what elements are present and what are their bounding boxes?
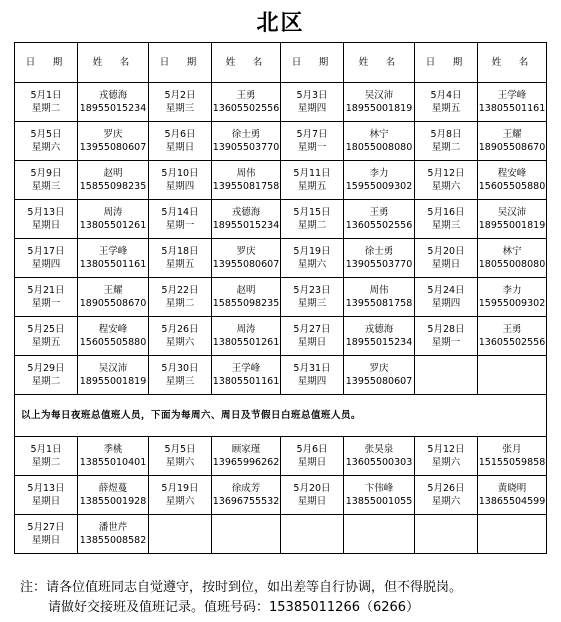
- duty-phone: 13605502556: [345, 220, 413, 231]
- duty-person-name: 赵明: [236, 285, 256, 296]
- duty-date: 5月1日: [30, 90, 62, 101]
- duty-weekday: 星期六: [165, 337, 195, 348]
- duty-name-cell: [344, 122, 415, 161]
- duty-name-cell: [212, 239, 281, 278]
- duty-date: 5月12日: [427, 444, 465, 455]
- duty-phone: 13696755532: [212, 496, 280, 507]
- duty-weekday: 星期六: [31, 142, 61, 153]
- duty-name-cell: [212, 515, 281, 554]
- duty-date-cell: [415, 356, 478, 395]
- duty-date-cell: [149, 83, 212, 122]
- night-duty-row: [15, 83, 547, 122]
- duty-name-cell: [212, 317, 281, 356]
- duty-weekday: 星期三: [31, 181, 61, 192]
- duty-phone: 13905503770: [212, 142, 280, 153]
- duty-name-cell: [212, 476, 281, 515]
- duty-date-cell: [149, 122, 212, 161]
- duty-person-name: 戎德海: [364, 324, 394, 335]
- duty-weekday: 星期三: [165, 103, 195, 114]
- duty-date-cell: [415, 200, 478, 239]
- duty-phone: 13605502556: [212, 103, 280, 114]
- duty-phone: 13905503770: [345, 259, 413, 270]
- duty-phone: 18055008080: [478, 259, 546, 270]
- duty-weekday: 星期六: [431, 181, 461, 192]
- duty-phone: 18955001819: [79, 376, 147, 387]
- duty-date: 5月8日: [430, 129, 462, 140]
- duty-phone: 15155059858: [478, 457, 546, 468]
- duty-phone: 18955015234: [79, 103, 147, 114]
- duty-person-name: 王勇: [502, 324, 522, 335]
- duty-weekday: 星期日: [31, 220, 61, 231]
- footer-line-2: 请做好交接班及值班记录。值班号码：15385011266（6266）: [48, 600, 420, 615]
- duty-date-cell: [281, 239, 344, 278]
- duty-date: 5月23日: [293, 285, 331, 296]
- duty-person-name: 戎德海: [231, 207, 261, 218]
- duty-phone: 13805501161: [79, 259, 147, 270]
- duty-phone: 13805501261: [212, 337, 280, 348]
- duty-person-name: 赵明: [103, 168, 123, 179]
- duty-person-name: 徐成芳: [231, 483, 261, 494]
- duty-date: 5月3日: [296, 90, 328, 101]
- duty-person-name: 黄晓明: [497, 483, 527, 494]
- duty-name-cell: [344, 161, 415, 200]
- duty-phone: 18955015234: [345, 337, 413, 348]
- duty-date: 5月19日: [161, 483, 199, 494]
- duty-person-name: 罗庆: [103, 129, 123, 140]
- duty-date-cell: [281, 317, 344, 356]
- header-row: [15, 43, 547, 83]
- header-date-2: 日 期: [149, 43, 212, 83]
- duty-weekday: 星期五: [297, 181, 327, 192]
- duty-weekday: 星期日: [297, 337, 327, 348]
- duty-date-cell: [149, 278, 212, 317]
- duty-name-cell: [212, 278, 281, 317]
- duty-name-cell: [212, 83, 281, 122]
- duty-weekday: 星期二: [165, 298, 195, 309]
- duty-weekday: 星期四: [165, 181, 195, 192]
- duty-weekday: 星期五: [165, 259, 195, 270]
- duty-date: 5月27日: [293, 324, 331, 335]
- duty-date: 5月6日: [164, 129, 196, 140]
- night-duty-row: [15, 239, 547, 278]
- night-duty-row: [15, 122, 547, 161]
- duty-date: 5月18日: [161, 246, 199, 257]
- duty-name-cell: [212, 356, 281, 395]
- duty-phone: 13965996262: [212, 457, 280, 468]
- duty-person-name: 吴汉沛: [364, 90, 394, 101]
- duty-phone: 13855001055: [345, 496, 413, 507]
- duty-weekday: 星期三: [297, 298, 327, 309]
- duty-phone: 13955080607: [212, 259, 280, 270]
- duty-weekday: 星期六: [431, 457, 461, 468]
- separator-note: 以上为每日夜班总值班人员，下面为每周六、周日及节假日白班总值班人员。: [15, 395, 547, 437]
- duty-person-name: 王学峰: [497, 90, 527, 101]
- duty-phone: 15605505880: [79, 337, 147, 348]
- duty-date-cell: [15, 437, 78, 476]
- duty-date-cell: [149, 200, 212, 239]
- duty-phone: 13805501161: [212, 376, 280, 387]
- duty-weekday: 星期二: [431, 142, 461, 153]
- night-duty-row: [15, 278, 547, 317]
- duty-name-cell: [344, 356, 415, 395]
- duty-date: 5月9日: [30, 168, 62, 179]
- duty-name-cell: [78, 278, 149, 317]
- duty-person-name: 顾家瑾: [231, 444, 261, 455]
- duty-date-cell: [415, 278, 478, 317]
- duty-date: 5月20日: [427, 246, 465, 257]
- duty-date-cell: [281, 437, 344, 476]
- duty-date-cell: [281, 515, 344, 554]
- duty-date-cell: [15, 515, 78, 554]
- duty-person-name: 吴汉沛: [98, 363, 128, 374]
- duty-name-cell: [478, 83, 547, 122]
- duty-date: 5月29日: [27, 363, 65, 374]
- duty-phone: 15955009302: [478, 298, 546, 309]
- duty-weekday: 星期日: [297, 457, 327, 468]
- duty-name-cell: [478, 515, 547, 554]
- duty-date: 5月13日: [27, 483, 65, 494]
- duty-date: 5月17日: [27, 246, 65, 257]
- duty-date-cell: [415, 239, 478, 278]
- duty-weekday: 星期四: [431, 298, 461, 309]
- duty-person-name: 程安峰: [497, 168, 527, 179]
- duty-date-cell: [281, 476, 344, 515]
- duty-weekday: 星期四: [297, 103, 327, 114]
- duty-name-cell: [78, 437, 149, 476]
- duty-phone: 13955080607: [79, 142, 147, 153]
- duty-name-cell: [212, 200, 281, 239]
- duty-date: 5月25日: [27, 324, 65, 335]
- duty-name-cell: [78, 83, 149, 122]
- duty-person-name: 薛煜蔓: [98, 483, 128, 494]
- duty-date-cell: [15, 476, 78, 515]
- duty-date-cell: [15, 356, 78, 395]
- duty-weekday: 星期日: [31, 496, 61, 507]
- duty-date: 5月5日: [30, 129, 62, 140]
- duty-weekday: 星期一: [297, 142, 327, 153]
- duty-weekday: 星期六: [297, 259, 327, 270]
- header-name-2: 姓 名: [212, 43, 281, 83]
- duty-person-name: 王勇: [236, 90, 256, 101]
- duty-person-name: 王学峰: [231, 363, 261, 374]
- duty-person-name: 卞伟峰: [364, 483, 394, 494]
- duty-weekday: 星期六: [431, 496, 461, 507]
- duty-phone: 13605502556: [478, 337, 546, 348]
- duty-weekday: 星期二: [297, 220, 327, 231]
- duty-date: 5月12日: [427, 168, 465, 179]
- duty-weekday: 星期六: [165, 457, 195, 468]
- duty-person-name: 徐士勇: [231, 129, 261, 140]
- duty-phone: 13955081758: [345, 298, 413, 309]
- duty-weekday: 星期五: [431, 103, 461, 114]
- duty-person-name: 吴汉沛: [497, 207, 527, 218]
- duty-date: 5月1日: [30, 444, 62, 455]
- duty-person-name: 周伟: [369, 285, 389, 296]
- duty-name-cell: [478, 122, 547, 161]
- duty-date: 5月11日: [293, 168, 331, 179]
- duty-name-cell: [78, 122, 149, 161]
- duty-person-name: 李力: [369, 168, 389, 179]
- duty-name-cell: [212, 437, 281, 476]
- duty-date-cell: [415, 317, 478, 356]
- duty-date: 5月14日: [161, 207, 199, 218]
- duty-date-cell: [281, 356, 344, 395]
- duty-date-cell: [415, 437, 478, 476]
- duty-weekday: 星期日: [31, 535, 61, 546]
- duty-date-cell: [15, 200, 78, 239]
- duty-name-cell: [478, 476, 547, 515]
- footer-notice: [20, 578, 550, 618]
- duty-weekday: 星期五: [31, 337, 61, 348]
- duty-person-name: 程安峰: [98, 324, 128, 335]
- duty-date-cell: [15, 122, 78, 161]
- duty-name-cell: [78, 317, 149, 356]
- duty-date-cell: [15, 278, 78, 317]
- duty-person-name: 王勇: [369, 207, 389, 218]
- duty-weekday: 星期日: [431, 259, 461, 270]
- duty-weekday: 星期三: [165, 376, 195, 387]
- duty-person-name: 王学峰: [98, 246, 128, 257]
- duty-weekday: 星期一: [31, 298, 61, 309]
- duty-weekday: 星期二: [31, 457, 61, 468]
- duty-date: 5月24日: [427, 285, 465, 296]
- night-duty-row: [15, 161, 547, 200]
- duty-name-cell: [78, 515, 149, 554]
- duty-date: 5月19日: [293, 246, 331, 257]
- header-date-3: 日 期: [281, 43, 344, 83]
- duty-person-name: 林宁: [502, 246, 522, 257]
- duty-roster-table: [14, 42, 547, 554]
- duty-date-cell: [149, 476, 212, 515]
- page-title: 北区: [256, 11, 305, 36]
- duty-phone: 13865504599: [478, 496, 546, 507]
- duty-person-name: 季桃: [103, 444, 123, 455]
- duty-date-cell: [415, 122, 478, 161]
- duty-phone: 15955009302: [345, 181, 413, 192]
- duty-date: 5月21日: [27, 285, 65, 296]
- duty-person-name: 张昊泉: [364, 444, 394, 455]
- duty-phone: 13805501261: [79, 220, 147, 231]
- duty-phone: 15855098235: [212, 298, 280, 309]
- duty-date: 5月28日: [427, 324, 465, 335]
- duty-person-name: 李力: [502, 285, 522, 296]
- footer-line-1: 注：请各位值班同志自觉遵守，按时到位，如出差等自行协调，但不得脱岗。: [20, 580, 463, 595]
- duty-date: 5月16日: [427, 207, 465, 218]
- duty-date: 5月20日: [293, 483, 331, 494]
- duty-person-name: 戎德海: [98, 90, 128, 101]
- duty-phone: 13955080607: [345, 376, 413, 387]
- header-date-1: 日 期: [15, 43, 78, 83]
- duty-date-cell: [149, 161, 212, 200]
- duty-phone: 13855008582: [79, 535, 147, 546]
- duty-name-cell: [344, 200, 415, 239]
- duty-name-cell: [78, 161, 149, 200]
- night-duty-row: [15, 356, 547, 395]
- day-duty-row: [15, 437, 547, 476]
- duty-person-name: 罗庆: [236, 246, 256, 257]
- duty-date-cell: [281, 278, 344, 317]
- duty-date-cell: [149, 515, 212, 554]
- duty-person-name: 周伟: [236, 168, 256, 179]
- duty-person-name: 林宁: [369, 129, 389, 140]
- duty-name-cell: [344, 437, 415, 476]
- header-date-4: 日 期: [415, 43, 478, 83]
- duty-date: 5月30日: [161, 363, 199, 374]
- duty-name-cell: [478, 200, 547, 239]
- night-duty-row: [15, 200, 547, 239]
- duty-name-cell: [212, 122, 281, 161]
- duty-date: 5月4日: [430, 90, 462, 101]
- duty-name-cell: [78, 200, 149, 239]
- duty-weekday: 星期一: [431, 337, 461, 348]
- duty-person-name: 潘世芹: [98, 522, 128, 533]
- duty-weekday: 星期二: [31, 103, 61, 114]
- duty-date-cell: [281, 83, 344, 122]
- duty-phone: 13855010401: [79, 457, 147, 468]
- duty-weekday: 星期四: [297, 376, 327, 387]
- duty-phone: 18955001819: [478, 220, 546, 231]
- duty-date-cell: [149, 356, 212, 395]
- duty-name-cell: [78, 356, 149, 395]
- duty-date-cell: [281, 161, 344, 200]
- duty-date-cell: [149, 437, 212, 476]
- duty-date-cell: [149, 239, 212, 278]
- duty-name-cell: [478, 278, 547, 317]
- duty-person-name: 罗庆: [369, 363, 389, 374]
- duty-phone: 15605505880: [478, 181, 546, 192]
- duty-person-name: 徐士勇: [364, 246, 394, 257]
- duty-name-cell: [78, 476, 149, 515]
- duty-phone: 18955015234: [212, 220, 280, 231]
- duty-name-cell: [478, 356, 547, 395]
- duty-name-cell: [212, 161, 281, 200]
- duty-phone: 13605500303: [345, 457, 413, 468]
- duty-name-cell: [344, 317, 415, 356]
- duty-name-cell: [344, 278, 415, 317]
- duty-phone: 13955081758: [212, 181, 280, 192]
- duty-date-cell: [15, 317, 78, 356]
- duty-phone: 18955001819: [345, 103, 413, 114]
- duty-date-cell: [415, 161, 478, 200]
- duty-person-name: 王耀: [502, 129, 522, 140]
- duty-person-name: 周涛: [236, 324, 256, 335]
- duty-name-cell: [478, 437, 547, 476]
- duty-weekday: 星期二: [31, 376, 61, 387]
- day-duty-row: [15, 515, 547, 554]
- header-name-1: 姓 名: [78, 43, 149, 83]
- duty-weekday: 星期三: [431, 220, 461, 231]
- duty-name-cell: [478, 161, 547, 200]
- duty-date: 5月15日: [293, 207, 331, 218]
- duty-phone: 18055008080: [345, 142, 413, 153]
- duty-phone: 13805501161: [478, 103, 546, 114]
- duty-name-cell: [478, 239, 547, 278]
- duty-date-cell: [281, 122, 344, 161]
- duty-phone: 18905508670: [79, 298, 147, 309]
- duty-person-name: 张月: [502, 444, 522, 455]
- duty-date: 5月13日: [27, 207, 65, 218]
- duty-date-cell: [281, 200, 344, 239]
- duty-date: 5月7日: [296, 129, 328, 140]
- duty-phone: 18905508670: [478, 142, 546, 153]
- duty-date-cell: [15, 161, 78, 200]
- duty-date-cell: [415, 83, 478, 122]
- duty-date-cell: [149, 317, 212, 356]
- header-name-4: 姓 名: [478, 43, 547, 83]
- duty-date-cell: [15, 83, 78, 122]
- duty-name-cell: [344, 83, 415, 122]
- day-duty-row: [15, 476, 547, 515]
- duty-name-cell: [344, 476, 415, 515]
- duty-date-cell: [15, 239, 78, 278]
- night-duty-row: [15, 317, 547, 356]
- duty-phone: 15855098235: [79, 181, 147, 192]
- duty-name-cell: [478, 317, 547, 356]
- duty-name-cell: [344, 239, 415, 278]
- duty-phone: 13855001928: [79, 496, 147, 507]
- duty-date: 5月10日: [161, 168, 199, 179]
- duty-name-cell: [344, 515, 415, 554]
- separator-note-row: [15, 395, 547, 437]
- duty-date-cell: [415, 515, 478, 554]
- duty-date: 5月31日: [293, 363, 331, 374]
- duty-weekday: 星期一: [165, 220, 195, 231]
- roster-body: [15, 43, 547, 554]
- duty-weekday: 星期日: [297, 496, 327, 507]
- duty-weekday: 星期日: [165, 142, 195, 153]
- duty-weekday: 星期六: [165, 496, 195, 507]
- duty-date: 5月2日: [164, 90, 196, 101]
- duty-date: 5月27日: [27, 522, 65, 533]
- duty-date-cell: [415, 476, 478, 515]
- duty-date: 5月6日: [296, 444, 328, 455]
- duty-date: 5月5日: [164, 444, 196, 455]
- header-name-3: 姓 名: [344, 43, 415, 83]
- duty-person-name: 周涛: [103, 207, 123, 218]
- duty-name-cell: [78, 239, 149, 278]
- duty-date: 5月26日: [427, 483, 465, 494]
- duty-date: 5月22日: [161, 285, 199, 296]
- duty-weekday: 星期四: [31, 259, 61, 270]
- duty-person-name: 王耀: [103, 285, 123, 296]
- duty-date: 5月26日: [161, 324, 199, 335]
